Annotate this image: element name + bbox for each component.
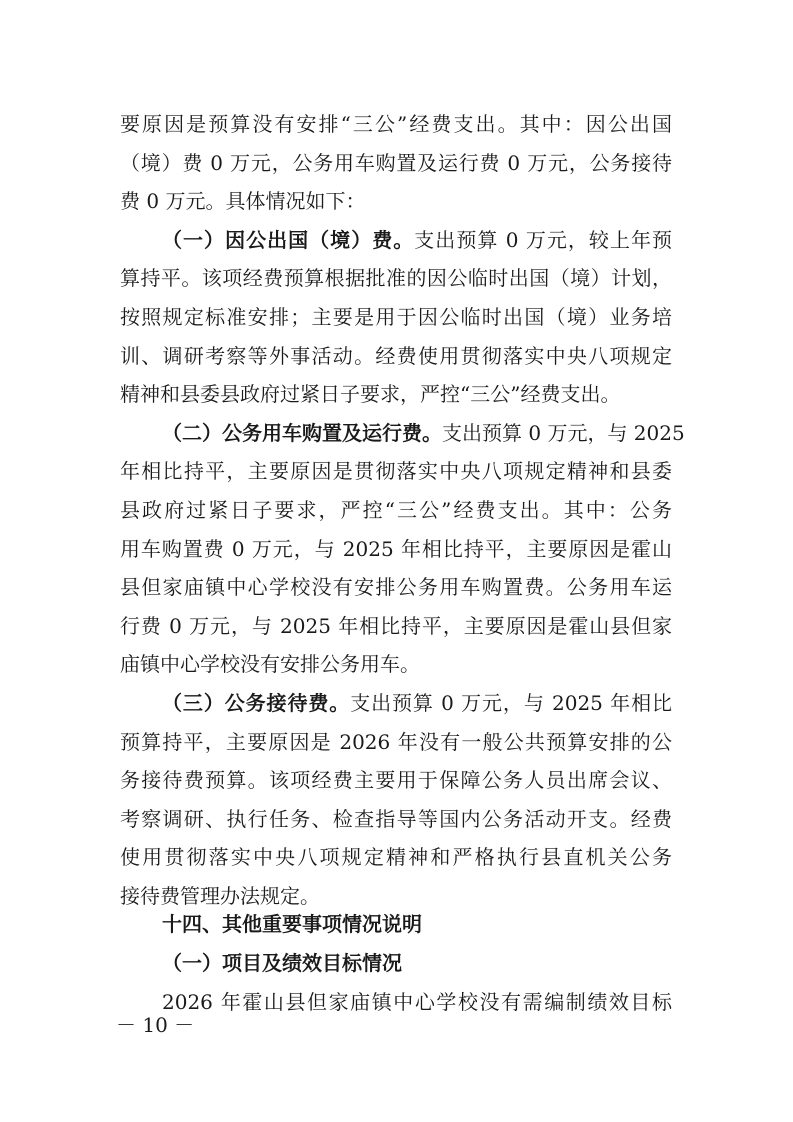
section-three-line-5: 使用贯彻落实中央八项规定精神和严格执行县直机关公务	[120, 845, 672, 869]
section-one-line-5: 精神和县委县政府过紧日子要求，严控“三公”经费支出。	[120, 382, 621, 406]
section-fourteen-heading: 十四、其他重要事项情况说明	[162, 912, 422, 936]
section-three-line-3: 务接待费预算。该项经费主要用于保障公务人员出席会议、	[120, 768, 672, 792]
section-one-heading: （一）因公出国（境）费。	[162, 228, 415, 252]
section-two-line-2: 年相比持平，主要原因是贯彻落实中央八项规定精神和县委	[120, 459, 672, 483]
section-three-heading: （三）公务接待费。	[162, 691, 351, 715]
page-number: － 10 －	[116, 1013, 195, 1037]
section-two-line-1	[162, 413, 685, 453]
section-two-line-4: 用车购置费 0 万元，与 2025 年相比持平，主要原因是霍山	[120, 537, 672, 561]
section-three-line-6: 接待费管理办法规定。	[120, 884, 320, 908]
intro-line-3: 费 0 万元。具体情况如下：	[120, 189, 366, 213]
section-one-line-2: 算持平。该项经费预算根据批准的因公临时出国（境）计划，	[120, 266, 672, 290]
section-one-line-3: 按照规定标准安排；主要是用于因公临时出国（境）业务培	[120, 305, 672, 329]
intro-line-2: （境）费 0 万元，公务用车购置及运行费 0 万元，公务接待	[120, 151, 672, 175]
section-fourteen-subheading: （一）项目及绩效目标情况	[162, 951, 402, 975]
section-one-line-4: 训、调研考察等外事活动。经费使用贯彻落实中央八项规定	[120, 344, 672, 368]
intro-line-1: 要原因是预算没有安排“三公”经费支出。其中：因公出国	[120, 112, 672, 136]
section-two-line-7: 庙镇中心学校没有安排公务用车。	[120, 652, 420, 676]
section-two-line-5: 县但家庙镇中心学校没有安排公务用车购置费。公务用车运	[120, 575, 672, 599]
section-three-line-1-text: 支出预算 0 万元，与 2025 年相比	[350, 691, 673, 715]
section-two-heading: （二）公务用车购置及运行费。	[162, 421, 442, 445]
section-three-line-4: 考察调研、执行任务、检查指导等国内公务活动开支。经费	[120, 807, 672, 831]
section-two-line-3: 县政府过紧日子要求，严控“三公”经费支出。其中：公务	[120, 498, 672, 522]
section-one-line-1	[162, 220, 672, 260]
section-two-line-6: 行费 0 万元，与 2025 年相比持平，主要原因是霍山县但家	[120, 614, 672, 638]
section-two-line-1-text: 支出预算 0 万元，与 2025	[442, 421, 685, 445]
section-three-line-2: 预算持平，主要原因是 2026 年没有一般公共预算安排的公	[120, 730, 672, 754]
section-fourteen-line-1: 2026 年霍山县但家庙镇中心学校没有需编制绩效目标	[162, 990, 672, 1014]
section-one-line-1-text: 支出预算 0 万元，较上年预	[414, 228, 672, 252]
section-three-line-1	[162, 683, 672, 723]
